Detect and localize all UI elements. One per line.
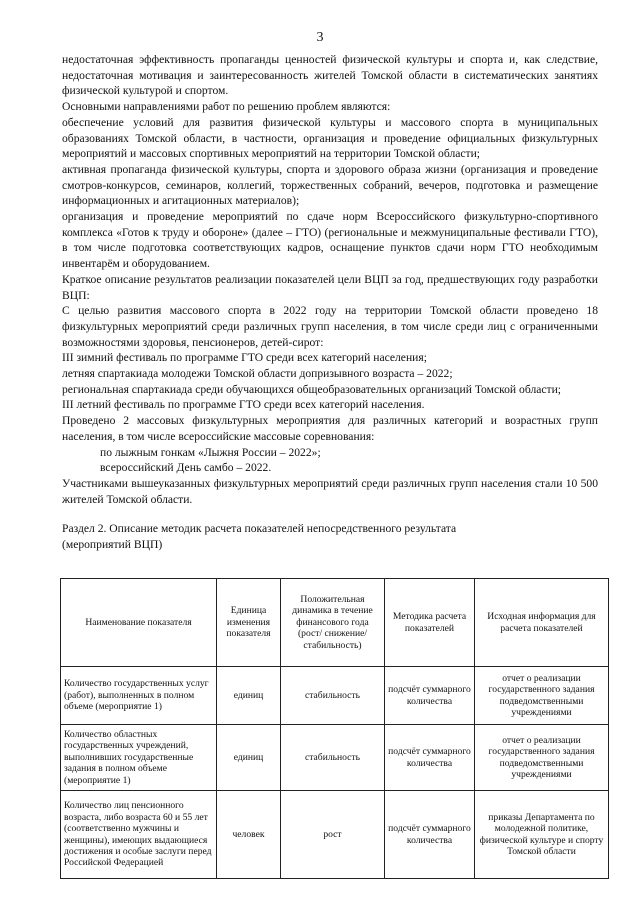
unit-cell: единиц bbox=[217, 725, 281, 791]
section-title-line: (мероприятий ВЦП) bbox=[62, 538, 163, 552]
column-header: Исходная информация для расчета показателей bbox=[475, 579, 609, 667]
section-title-line: Раздел 2. Описание методик расчета показателей непосредственного результата bbox=[62, 522, 457, 536]
dynamics-cell: рост bbox=[281, 791, 385, 879]
source-cell: приказы Департамента по молодежной политике, физической культуре и спорту Томской области bbox=[475, 791, 609, 879]
page-number: 3 bbox=[316, 30, 324, 45]
source-cell: отчет о реализации государственного задания подведомственными учреждениями bbox=[475, 725, 609, 791]
column-header: Единица изменения показателя bbox=[217, 579, 281, 667]
list-item: летняя спартакиада молодежи Томской области допризывного возраста – 2022; bbox=[62, 367, 453, 381]
column-header: Методика расчета показателей bbox=[385, 579, 475, 667]
indicators-table bbox=[60, 578, 609, 879]
paragraph: Основными направлениями работ по решению проблем являются: bbox=[62, 100, 391, 114]
dynamics-cell: стабильность bbox=[281, 725, 385, 791]
list-item: региональная спартакиада среди обучающихся общеобразовательных организаций Томской области; bbox=[62, 382, 562, 396]
method-cell: подсчёт суммарного количества bbox=[385, 725, 475, 791]
list-item: III зимний фестиваль по программе ГТО среди всех категорий населения; bbox=[62, 351, 427, 365]
method-cell: подсчёт суммарного количества bbox=[385, 667, 475, 725]
table-header-row bbox=[61, 579, 609, 667]
paragraph: активная пропаганда физической культуры, спорта и здорового образа жизни (организация и проведение смотров-конкурсов, семинаров, коллегий, торжественных собраний, вечеров, подготовка и размещение информационных и агитационных материалов); bbox=[62, 162, 598, 208]
list-item: III летний фестиваль по программе ГТО среди всех категорий населения. bbox=[62, 398, 425, 412]
paragraph: С целью развития массового спорта в 2022 году на территории Томской области проведено 18 физкультурных мероприятий среди различных групп населения, в том числе среди лиц с ограниченными возможностями здоровья, пенсионеров, детей-сирот: bbox=[62, 304, 598, 349]
paragraph: Проведено 2 массовых физкультурных мероприятия для различных категорий и возрастных групп населения, в том числе всероссийские массовые соревнования: bbox=[62, 414, 598, 443]
method-cell: подсчёт суммарного количества bbox=[385, 791, 475, 879]
paragraph: обеспечение условий для развития физической культуры и массового спорта в муниципальных образованиях Томской области, в частности, организация и проведение официальных физкультурных мероприятий и массовых спортивных мероприятий на территории Томской области; bbox=[62, 115, 598, 161]
column-header: Наименование показателя bbox=[61, 579, 217, 667]
table-row bbox=[61, 667, 609, 725]
dynamics-cell: стабильность bbox=[281, 667, 385, 725]
unit-cell: единиц bbox=[217, 667, 281, 725]
paragraph: недостаточная эффективность пропаганды ценностей физической культуры и спорта и, как следствие, недостаточная мотивация и заинтересованность жителей Томской области в систематических занятиях физической культурой и спортом. bbox=[62, 53, 598, 98]
indicator-name-cell: Количество государственных услуг (работ), выполненных в полном объеме (мероприятие 1) bbox=[61, 667, 217, 725]
source-cell: отчет о реализации государственного задания подведомственными учреждениями bbox=[475, 667, 609, 725]
column-header: Положительная динамика в течение финансового года (рост/ снижение/ стабильность) bbox=[281, 579, 385, 667]
list-item: по лыжным гонкам «Лыжня России – 2022»; bbox=[100, 445, 321, 459]
table-row bbox=[61, 725, 609, 791]
document-body bbox=[62, 52, 598, 553]
section-title bbox=[62, 521, 598, 552]
table-row bbox=[61, 791, 609, 879]
unit-cell: человек bbox=[217, 791, 281, 879]
paragraph: Краткое описание результатов реализации показателей цели ВЦП за год, предшествующих году разработки ВЦП: bbox=[62, 272, 598, 302]
paragraph: организация и проведение мероприятий по сдаче норм Всероссийского физкультурно-спортивного комплекса «Готов к труду и обороне» (далее – ГТО) (региональные и межмуниципальные фестивали ГТО), в том числе подготовка соответствующих кадров, оснащение пунктов сдачи норм ГТО необходимым инвентарём и оборудованием. bbox=[62, 210, 598, 271]
list-item: всероссийский День самбо – 2022. bbox=[100, 461, 272, 475]
paragraph: Участниками вышеуказанных физкультурных мероприятий среди различных групп населения стали 10 500 жителей Томской области. bbox=[62, 476, 598, 506]
indicator-name-cell: Количество лиц пенсионного возраста, либо возраста 60 и 55 лет (соответственно мужчины и женщины), имеющих выдающиеся достижения и особые заслуги перед Российской Федерацией bbox=[61, 791, 217, 879]
indicator-name-cell: Количество областных государственных учреждений, выполнивших государственные задания в полном объеме (мероприятие 1) bbox=[61, 725, 217, 791]
